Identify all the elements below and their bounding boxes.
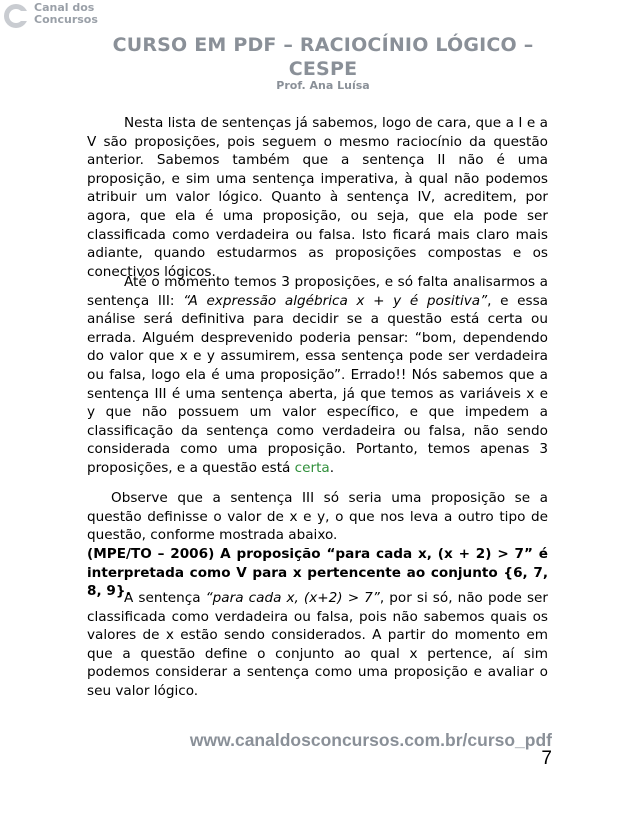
brand-logo <box>2 2 112 30</box>
paragraph-2-block <box>87 273 548 478</box>
paragraph-2-text-b: , e essa análise será definitiva para decidir se a questão está certa ou errada. Alguém desprevenido poderia pensar: “bom, dependendo do valor que x e y assumirem, essa sentença pode ser verdadeira ou falsa, logo ela é uma proposição”. Errado!! Nós sabemos que a sentença III é uma sentença aberta, já que temos as variáveis x e y que não possuem um valor específico, e que impedem a classificação da sentença como verdadeira ou falsa, não sendo considerada como uma proposição. Portanto, temos apenas 3 proposições, e a questão está <box>87 292 548 476</box>
paragraph-4-text-b: , por si só, não pode ser classificada como verdadeira ou falsa, pois não sabemos quais os valores de x estão sendo considerados. A partir do momento em que a questão define o conjunto ao qual x pertence, aí sim podemos considerar a sentença como uma proposição e avaliar o seu valor lógico. <box>87 590 548 699</box>
paragraph-4-text-a: A sentença <box>124 590 206 606</box>
logo-wordmark <box>34 2 98 26</box>
page-number: 7 <box>541 748 552 769</box>
logo-line2: Concursos <box>34 13 98 26</box>
paragraph-2-quote: “A expressão algébrica x + y é positiva” <box>183 292 488 309</box>
paragraph-4 <box>87 589 548 701</box>
paragraph-2 <box>87 273 548 478</box>
logo-mark-icon <box>2 2 32 30</box>
paragraph-2-text-c: . <box>329 459 335 476</box>
footer-url-link[interactable]: www.canaldosconcursos.com.br/curso_pdf <box>189 730 552 750</box>
question-statement: (MPE/TO – 2006) A proposição “para cada x, (x + 2) > 7” é interpretada como V para x pertencente ao conjunto {6, 7, 8, 9}. <box>87 546 548 600</box>
paragraph-1-block <box>87 114 548 281</box>
logo-line1: Canal dos <box>34 1 95 14</box>
paragraph-3: Observe que a sentença III só seria uma proposição se a questão definisse o valor de x e y, o que nos leva a outro tipo de questão, conforme mostrada abaixo. <box>87 490 548 544</box>
paragraph-3-block <box>87 489 548 545</box>
page-title: CURSO EM PDF – RACIOCÍNIO LÓGICO – CESPE <box>112 34 534 80</box>
paragraph-4-quote: “para cada x, (x+2) > 7” <box>205 590 380 606</box>
paragraph-2-text-a: Até o momento temos 3 proposições, e só falta analisarmos a sentença III: <box>87 274 548 309</box>
paragraph-1: Nesta lista de sentenças já sabemos, logo de cara, que a I e a V são proposições, pois seguem o mesmo raciocínio da questão anterior. Sabemos também que a sentença II não é uma proposição, e sim uma sentença imperativa, à qual não podemos atribuir um valor lógico. Quanto à sentença IV, acreditem, por agora, que ela é uma proposição, ou seja, que ela pode ser classificada como verdadeira ou falsa. Isto ficará mais claro mais adiante, quando estudarmos as proposições compostas e os conectivos lógicos. <box>87 115 548 280</box>
answer-certa: certa <box>294 459 330 476</box>
author-line: Prof. Ana Luísa <box>276 79 370 92</box>
paragraph-4-block <box>87 589 548 701</box>
